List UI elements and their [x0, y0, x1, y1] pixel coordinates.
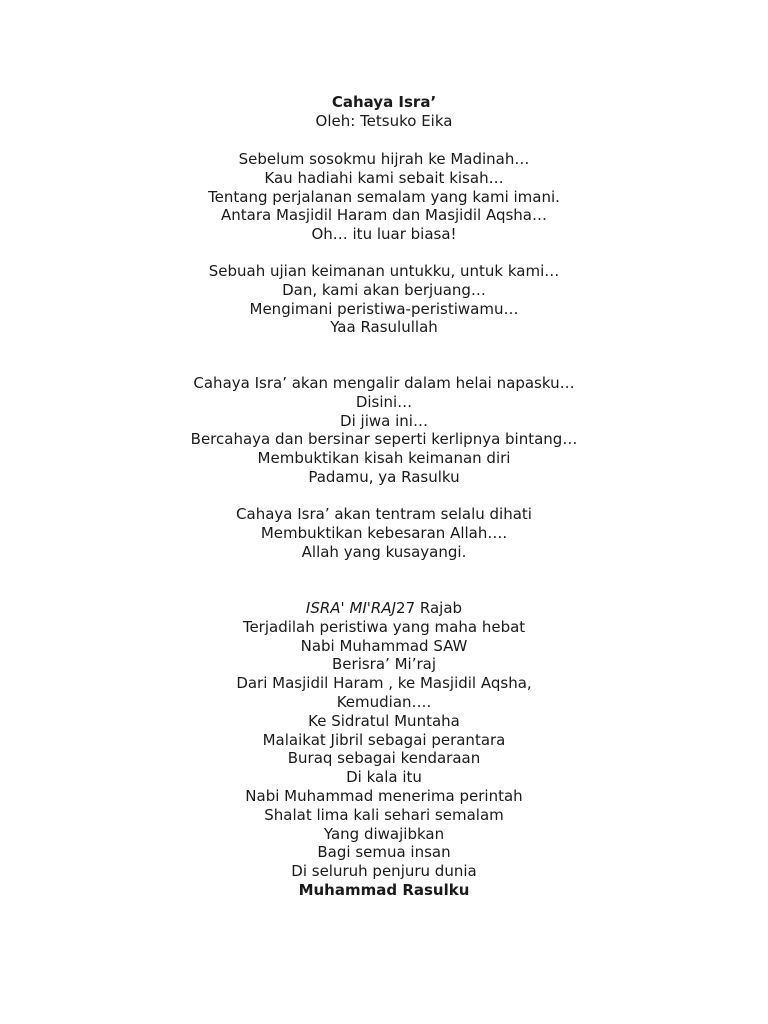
stanza-first-line	[0, 599, 768, 618]
stanza-line: Berisra’ Mi’raj	[332, 655, 436, 674]
date-text: 27 Rajab	[396, 599, 463, 617]
stanza-line: Bagi semua insan	[317, 843, 451, 862]
stanza-line: Shalat lima kali sehari semalam	[264, 805, 504, 824]
stanza-line: Oh… itu luar biasa!	[311, 225, 457, 244]
stanza-line: Allah yang kusayangi.	[301, 542, 467, 561]
isra-miraj-heading: ISRA' MI'RAJ	[305, 599, 397, 617]
stanza-line: Antara Masjidil Haram dan Masjidil Aqsha…	[220, 206, 547, 225]
stanza-line: Malaikat Jibril sebagai perantara	[262, 730, 506, 749]
stanza-line: Membuktikan kebesaran Allah….	[260, 523, 508, 542]
stanza-line: Kau hadiahi kami sebait kisah…	[264, 168, 504, 187]
stanza-line: Yang diwajibkan	[323, 824, 445, 843]
stanza-line: Cahaya Isra’ akan mengalir dalam helai napasku…	[193, 374, 575, 392]
poem-author: Oleh: Tetsuko Eika	[315, 111, 453, 130]
stanza-line: Tentang perjalanan semalam yang kami imani.	[208, 187, 560, 206]
stanza-line: Cahaya Isra’ akan tentram selalu dihati	[236, 505, 532, 523]
stanza-4	[0, 505, 768, 561]
stanza-line: Sebelum sosokmu hijrah ke Madinah…	[238, 150, 530, 168]
stanza-line: Nabi Muhammad menerima perintah	[245, 786, 523, 805]
stanza-2	[0, 262, 768, 337]
stanza-line: Nabi Muhammad SAW	[300, 636, 468, 655]
stanza-line: Bercahaya dan bersinar seperti kerlipnya bintang…	[190, 430, 578, 449]
stanza-line: Dari Masjidil Haram , ke Masjidil Aqsha,	[236, 674, 532, 693]
stanza-line: Mengimani peristiwa-peristiwamu…	[249, 299, 519, 318]
stanza-line: Buraq sebagai kendaraan	[287, 749, 481, 768]
stanza-line: Disini…	[355, 392, 413, 411]
stanza-line: Yaa Rasulullah	[330, 318, 438, 337]
stanza-line: Ke Sidratul Muntaha	[308, 711, 460, 730]
stanza-line: Di jiwa ini…	[340, 411, 428, 430]
poem-header	[0, 93, 768, 131]
poem-title: Cahaya Isra’	[331, 93, 437, 111]
stanza-5	[0, 599, 768, 900]
stanza-line: Dan, kami akan berjuang…	[282, 280, 486, 299]
stanza-3	[0, 374, 768, 487]
stanza-line: Di kala itu	[346, 768, 422, 787]
stanza-line: Di seluruh penjuru dunia	[291, 862, 477, 881]
stanza-line: Terjadilah peristiwa yang maha hebat	[242, 617, 526, 636]
stanza-line: Membuktikan kisah keimanan diri	[257, 449, 511, 468]
closing-line: Muhammad Rasulku	[298, 880, 470, 899]
stanza-1	[0, 150, 768, 244]
stanza-line: Kemudian….	[336, 692, 432, 711]
stanza-line: Padamu, ya Rasulku	[308, 467, 460, 486]
stanza-line: Sebuah ujian keimanan untukku, untuk kami…	[208, 262, 560, 280]
